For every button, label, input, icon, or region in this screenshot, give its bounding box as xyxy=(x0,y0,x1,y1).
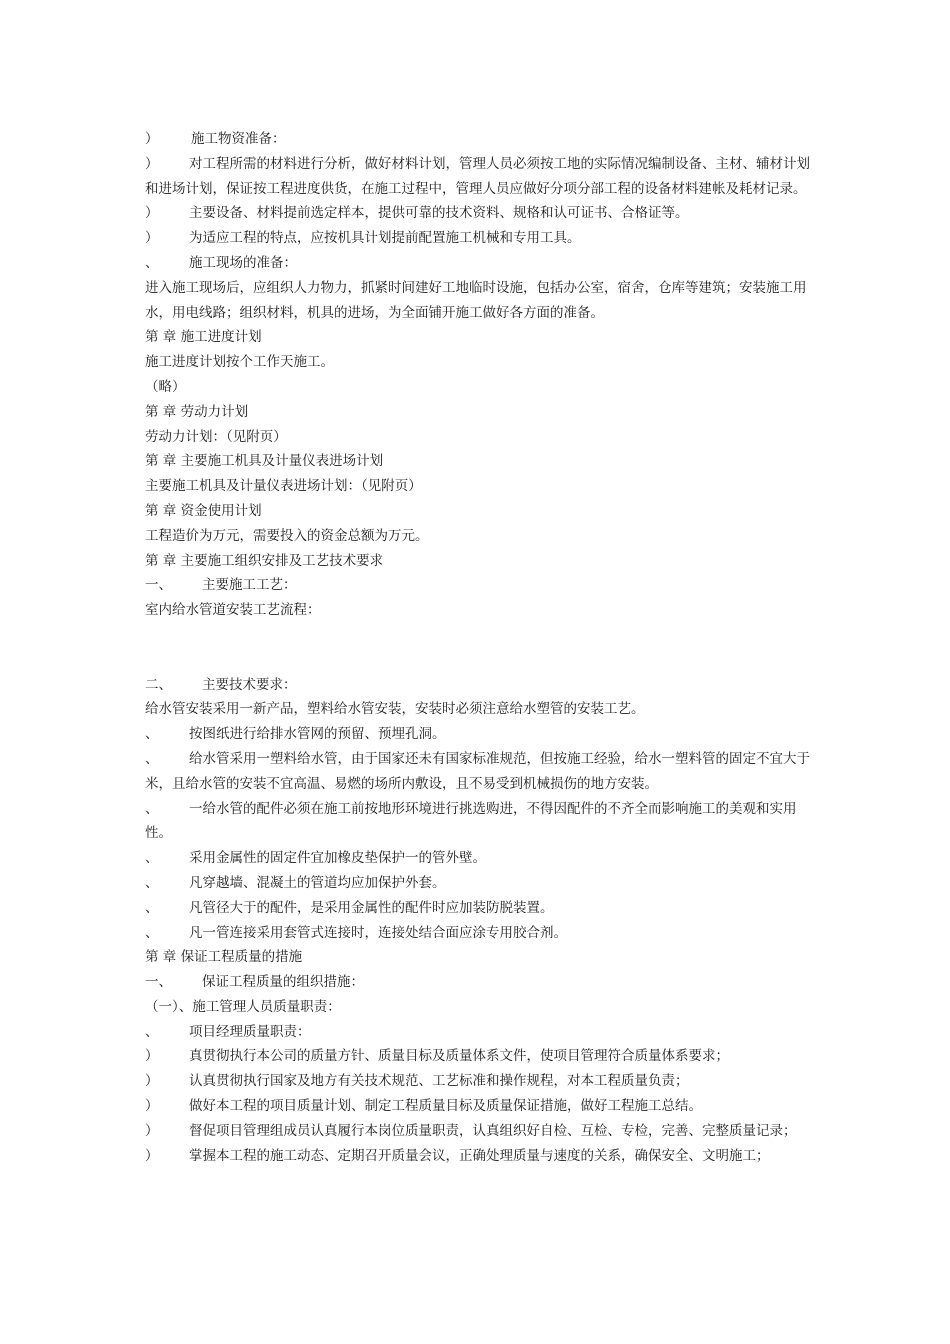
list-item xyxy=(145,1044,811,1069)
item-text: 认真贯彻执行国家及地方有关技术规范、工艺标准和操作规程，对本工程质量负责； xyxy=(189,1073,689,1090)
list-item xyxy=(145,226,811,251)
paragraph: 工程造价为万元，需要投入的资金总额为万元。 xyxy=(145,527,429,544)
list-item xyxy=(145,797,811,847)
list-item xyxy=(145,921,811,946)
item-marker: ） xyxy=(145,1073,159,1090)
section-heading xyxy=(145,673,811,698)
item-text: 一给水管的配件必须在施工前按地形环境进行挑选购进，不得因配件的不齐全而影响施工的美观和实用性。 xyxy=(145,800,797,842)
item-marker: ） xyxy=(145,1098,159,1115)
blank-line xyxy=(145,623,811,648)
item-marker: ） xyxy=(145,205,159,222)
item-marker: 、 xyxy=(145,750,159,767)
item-marker: 二、 xyxy=(145,676,172,693)
item-marker: ） xyxy=(145,155,159,172)
item-text: 主要施工工艺： xyxy=(202,577,297,594)
list-item xyxy=(145,251,811,276)
list-item xyxy=(145,747,811,797)
blank-line xyxy=(145,648,811,673)
item-text: 凡穿越墙、混凝土的管道均应加保护外套。 xyxy=(189,874,446,891)
item-text: 掌握本工程的施工动态、定期召开质量会议，正确处理质量与速度的关系，确保安全、文明施工； xyxy=(189,1147,770,1164)
item-marker: 、 xyxy=(145,850,159,867)
list-item xyxy=(145,1069,811,1094)
list-item xyxy=(145,1020,811,1045)
item-text: 真贯彻执行本公司的质量方针、质量目标及质量体系文件，使项目管理符合质量体系要求； xyxy=(189,1048,729,1065)
item-text: 对工程所需的材料进行分析，做好材料计划，管理人员必须按工地的实际情况编制设备、主材、辅材计划和进场计划，保证按工程进度供货，在施工过程中，管理人员应做好分项分部工程的设备材料建帐及耗材记录。 xyxy=(145,155,810,197)
paragraph: 进入施工现场后，应组织人力物力，抓紧时间建好工地临时设施，包括办公室，宿舍，仓库等建筑；安装施工用水，用电线路；组织材料，机具的进场，为全面铺开施工做好各方面的准备。 xyxy=(145,279,807,321)
item-marker: 、 xyxy=(145,899,159,916)
item-marker: 一、 xyxy=(145,974,172,991)
item-marker: ） xyxy=(145,230,159,247)
item-text: 做好本工程的项目质量计划、制定工程质量目标及质量保证措施，做好工程施工总结。 xyxy=(189,1098,702,1115)
subsection-heading: （一）、施工管理人员质量职责： xyxy=(145,998,341,1015)
paragraph: 给水管安装采用一新产品，塑料给水管安装，安装时必须注意给水塑管的安装工艺。 xyxy=(145,701,645,718)
item-marker: 、 xyxy=(145,924,159,941)
item-text: 主要技术要求： xyxy=(202,676,297,693)
item-text: 给水管采用一塑料给水管，由于国家还未有国家标准规范，但按施工经验，给水一塑料管的固定不宜大于米，且给水管的安装不宜高温、易燃的场所内敷设，且不易受到机械损伤的地方安装。 xyxy=(145,750,810,792)
item-text: 为适应工程的特点，应按机具计划提前配置施工机械和专用工具。 xyxy=(189,230,581,247)
item-marker: 、 xyxy=(145,726,159,743)
item-marker: ） xyxy=(145,1122,159,1139)
item-marker: 、 xyxy=(145,874,159,891)
item-marker: 、 xyxy=(145,254,159,271)
paragraph: （略） xyxy=(145,378,186,395)
list-item xyxy=(145,127,811,152)
paragraph: 劳动力计划：（见附页） xyxy=(145,428,287,445)
paragraph xyxy=(145,152,811,202)
item-text: 项目经理质量职责： xyxy=(189,1023,311,1040)
item-text: 采用金属性的固定件宜加橡皮垫保护一的管外壁。 xyxy=(189,850,486,867)
document-body xyxy=(145,127,811,1168)
list-item xyxy=(145,722,811,747)
item-text: 施工现场的准备： xyxy=(189,254,297,271)
item-marker: ） xyxy=(145,1048,159,1065)
chapter-heading: 第 章 劳动力计划 xyxy=(145,403,249,420)
item-text: 施工物资准备： xyxy=(191,131,286,147)
item-text: 凡一管连接采用套管式连接时，连接处结合面应涂专用胶合剂。 xyxy=(189,924,567,941)
item-text: 按图纸进行给排水管网的预留、预埋孔洞。 xyxy=(189,726,446,743)
chapter-heading: 第 章 主要施工机具及计量仪表进场计划 xyxy=(145,453,384,470)
paragraph: 主要施工机具及计量仪表进场计划：（见附页） xyxy=(145,478,422,495)
item-marker: 、 xyxy=(145,800,159,817)
item-text: 主要设备、材料提前选定样本，提供可靠的技术资料、规格和认可证书、合格证等。 xyxy=(189,205,689,222)
item-marker: 、 xyxy=(145,1023,159,1040)
chapter-heading: 第 章 施工进度计划 xyxy=(145,329,262,346)
chapter-heading: 第 章 资金使用计划 xyxy=(145,502,262,519)
chapter-heading: 第 章 主要施工组织安排及工艺技术要求 xyxy=(145,552,384,569)
item-text: 保证工程质量的组织措施： xyxy=(202,974,364,991)
list-item xyxy=(145,896,811,921)
item-text: 督促项目管理组成员认真履行本岗位质量职责，认真组织好自检、互检、专检，完善、完整质量记录； xyxy=(189,1122,797,1139)
list-item xyxy=(145,846,811,871)
section-heading xyxy=(145,970,811,995)
list-item xyxy=(145,871,811,896)
paragraph: 施工进度计划按个工作天施工。 xyxy=(145,354,334,371)
list-item xyxy=(145,1144,811,1169)
list-item xyxy=(145,1094,811,1119)
list-item xyxy=(145,1119,811,1144)
item-marker: ） xyxy=(145,1147,159,1164)
list-item xyxy=(145,201,811,226)
paragraph: 室内给水管道安装工艺流程： xyxy=(145,602,321,619)
chapter-heading: 第 章 保证工程质量的措施 xyxy=(145,949,303,966)
section-heading xyxy=(145,573,811,598)
item-marker: 一、 xyxy=(145,577,172,594)
item-text: 凡管径大于的配件，是采用金属性的配件时应加装防脱装置。 xyxy=(189,899,554,916)
item-marker: ） xyxy=(145,131,159,147)
